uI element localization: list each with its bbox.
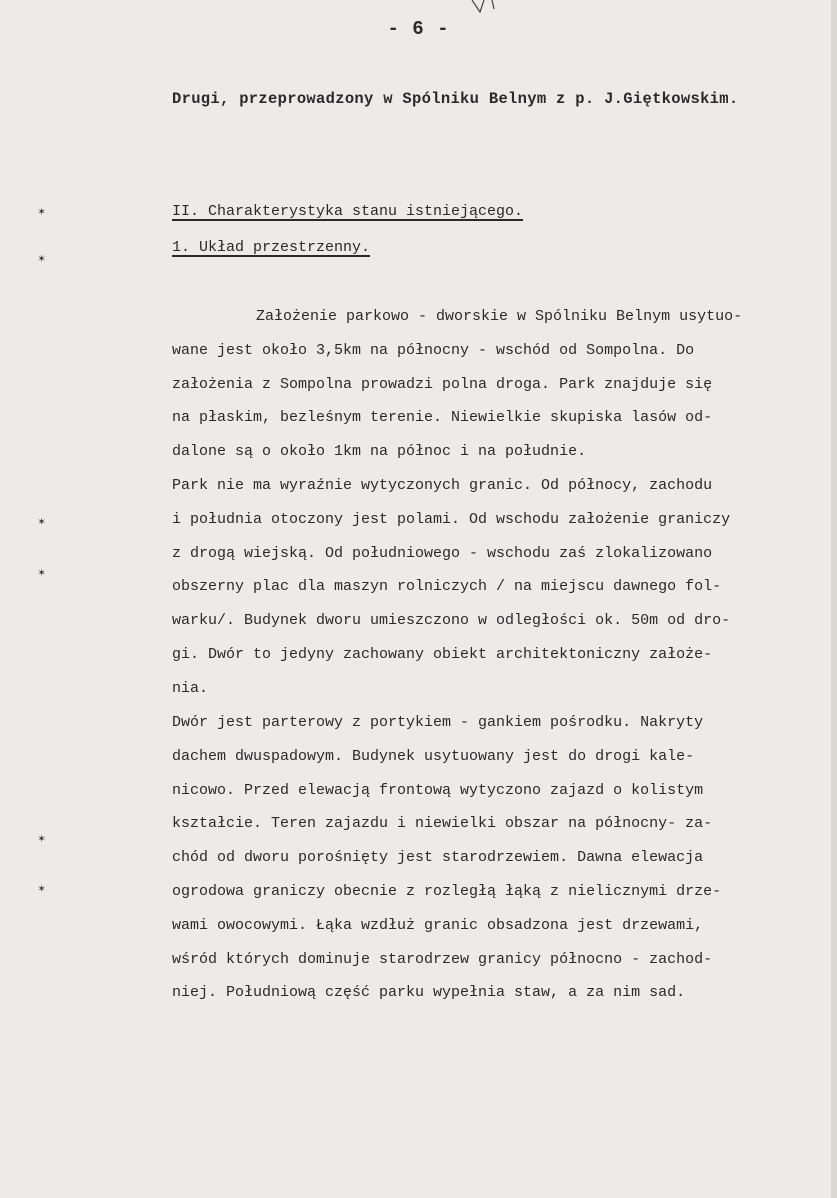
paragraph-manor-house	[172, 706, 792, 1010]
text-line: wami owocowymi. Łąka wzdłuż granic obsadzona jest drzewami,	[172, 916, 704, 934]
paragraph-boundaries	[172, 469, 792, 706]
paragraph-location	[172, 300, 792, 469]
text-line: Park nie ma wyraźnie wytyczonych granic. Od północy, zachodu	[172, 477, 713, 494]
text-line: kształcie. Teren zajazdu i niewielki obszar na północny- za-	[172, 815, 713, 833]
pen-mark	[470, 0, 506, 14]
margin-mark: ✶	[38, 515, 46, 529]
text-line: wśród których dominuje starodrzew granicy północno - zachod-	[172, 950, 713, 968]
margin-mark: ✶	[38, 566, 46, 580]
text-line: gi. Dwór to jedyny zachowany obiekt architektoniczny założe-	[172, 645, 713, 663]
text-line: i południa otoczony jest polami. Od wschodu założenie graniczy	[172, 510, 731, 528]
text-line: dalone są o około 1km na północ i na południe.	[172, 443, 587, 461]
interview-heading: Drugi, przeprowadzony w Spólniku Belnym z p. J.Giętkowskim.	[172, 90, 739, 108]
text-line: ogrodowa graniczy obecnie z rozległą łąką z nielicznymi drze-	[172, 882, 722, 900]
text-line: obszerny plac dla maszyn rolniczych / na miejscu dawnego fol-	[172, 578, 722, 596]
text-line: warku/. Budynek dworu umieszczono w odległości ok. 50m od dro-	[172, 612, 731, 630]
text-line: nicowo. Przed elewacją frontową wytyczono zajazd o kolistym	[172, 781, 704, 799]
section-title: II. Charakterystyka stanu istniejącego.	[172, 203, 524, 220]
page-number: - 6 -	[387, 18, 450, 40]
text-line: na płaskim, bezleśnym terenie. Niewielkie skupiska lasów od-	[172, 409, 713, 427]
text-line: z drogą wiejską. Od południowego - wschodu zaś zlokalizowano	[172, 544, 713, 562]
subsection-title: 1. Układ przestrzenny.	[172, 239, 371, 256]
margin-mark: ✶	[38, 832, 46, 846]
text-line: chód od dworu porośnięty jest starodrzewiem. Dawna elewacja	[172, 849, 704, 867]
text-line: dachem dwuspadowym. Budynek usytuowany jest do drogi kale-	[172, 747, 695, 765]
scan-edge	[831, 0, 837, 1198]
text-line: wane jest około 3,5km na północny - wschód od Sompolna. Do	[172, 341, 695, 359]
margin-mark: ✶	[38, 205, 46, 219]
text-line: Założenie parkowo - dworskie w Spólniku Belnym usytuo-	[256, 308, 743, 325]
text-line: Dwór jest parterowy z portykiem - gankiem pośrodku. Nakryty	[172, 714, 704, 731]
margin-mark: ✶	[38, 882, 46, 896]
text-line: nia.	[172, 679, 209, 697]
text-line: założenia z Sompolna prowadzi polna droga. Park znajduje się	[172, 375, 713, 393]
text-line: niej. Południową część parku wypełnia staw, a za nim sad.	[172, 984, 686, 1002]
margin-mark: ✶	[38, 252, 46, 266]
